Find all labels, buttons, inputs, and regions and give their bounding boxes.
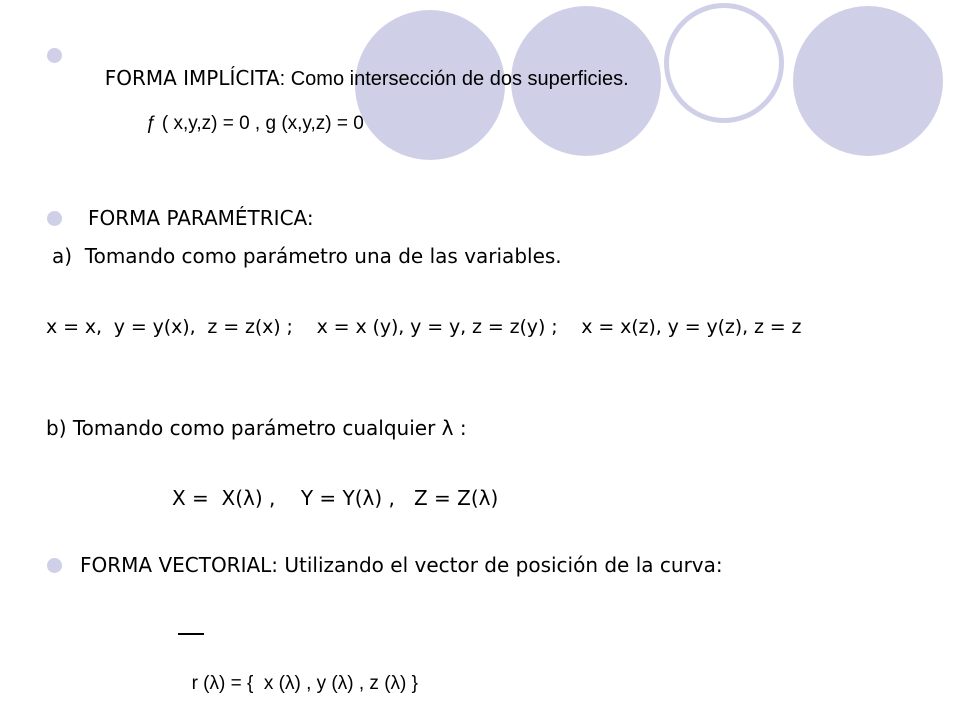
implicit-description: : Como intersección de dos superficies. — [279, 68, 629, 90]
parametric-case-a: a) Tomando como parámetro una de las variables. — [52, 244, 562, 268]
implicit-heading: FORMA IMPLÍCITA — [104, 66, 280, 90]
vector-overbar — [178, 633, 204, 635]
decorative-circle-ring — [664, 3, 784, 123]
vectorial-equation — [181, 648, 418, 696]
parametric-heading: FORMA PARAMÉTRICA: — [88, 206, 314, 230]
implicit-equation: ƒ ( x,y,z) = 0 , g (x,y,z) = 0 — [146, 113, 364, 134]
vectorial-heading: FORMA VECTORIAL: Utilizando el vector de posición de la curva: — [80, 553, 723, 577]
vector-symbol: r — [191, 673, 198, 694]
bullet-icon — [47, 48, 62, 63]
parametric-case-b-equations: X = X(λ) , Y = Y(λ) , Z = Z(λ) — [172, 486, 499, 510]
bullet-icon — [47, 211, 62, 226]
implicit-line — [92, 42, 629, 91]
parametric-case-b: b) Tomando como parámetro cualquier λ : — [46, 416, 467, 440]
decorative-circle-filled — [793, 6, 943, 156]
bullet-icon — [47, 558, 62, 573]
vectorial-equation-rest: (λ) = { x (λ) , y (λ) , z (λ) } — [197, 673, 418, 694]
parametric-case-a-equations: x = x, y = y(x), z = z(x) ; x = x (y), y = y, z = z(y) ; x = x(z), y = y(z), z = z — [46, 316, 802, 338]
